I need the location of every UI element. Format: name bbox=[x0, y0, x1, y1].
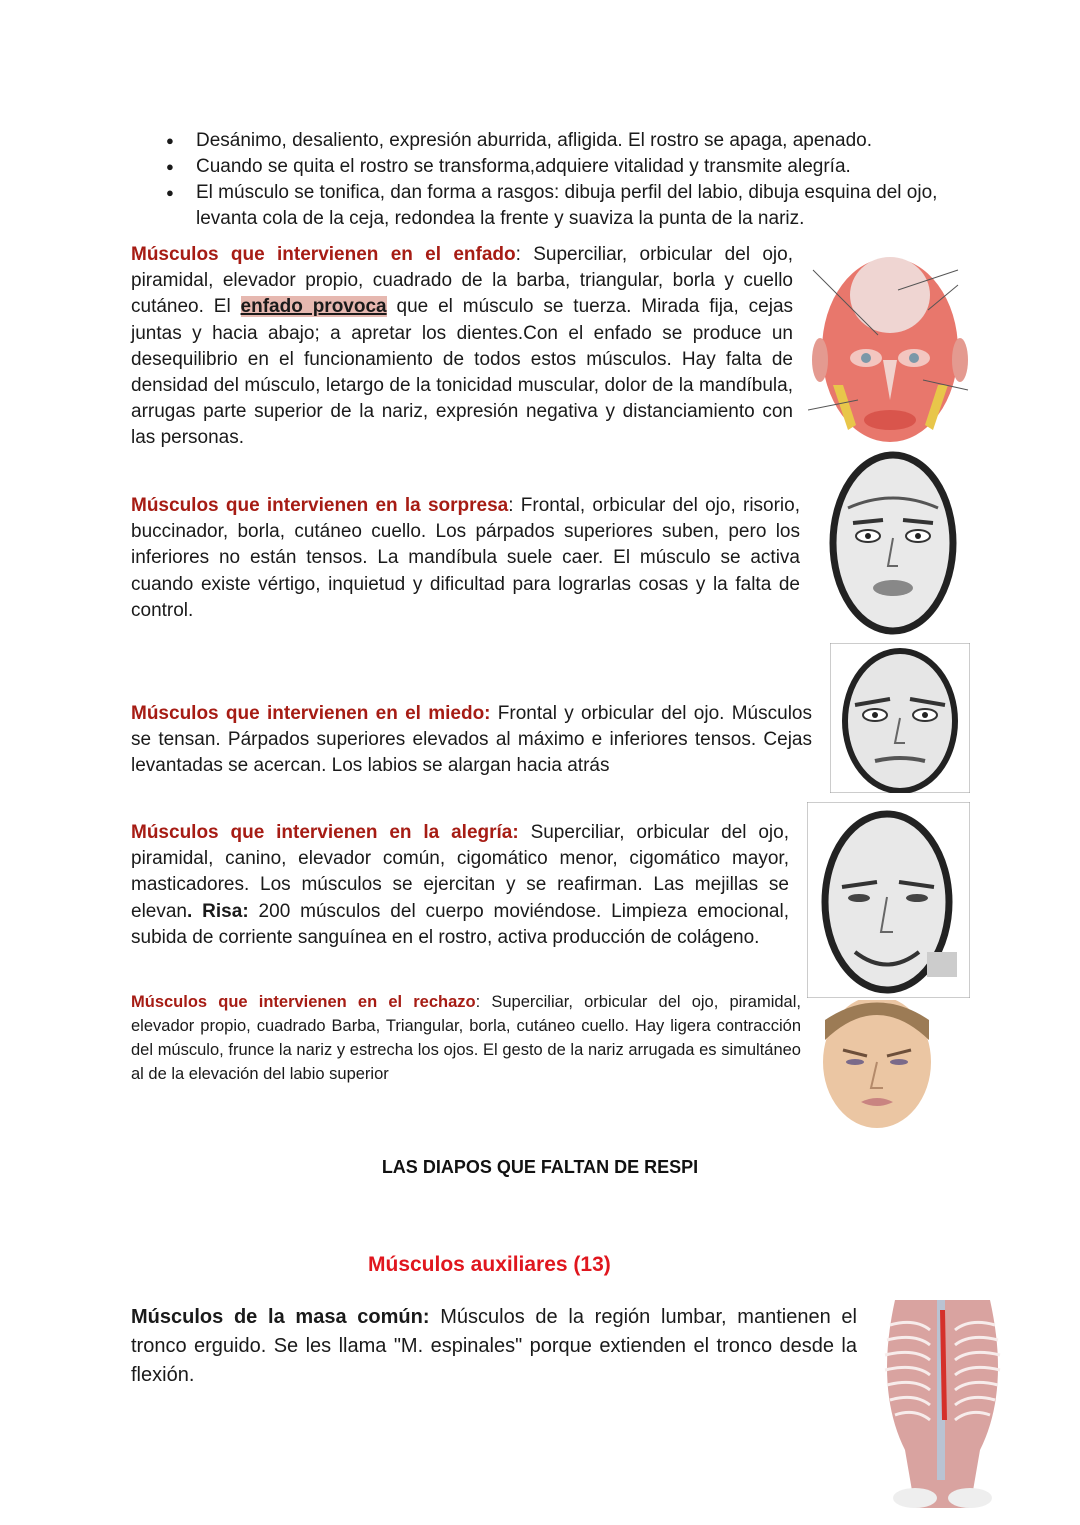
risa-label: Risa: bbox=[192, 900, 249, 922]
section-heading: Músculos que intervienen en la sorpresa bbox=[131, 495, 509, 516]
section-miedo bbox=[131, 701, 812, 780]
auxiliares-title: Músculos auxiliares (13) bbox=[368, 1253, 611, 1276]
section-text: 200 músculos del cuerpo moviéndose. Limpieza emocional, subida de corriente sanguínea en el rostro, activa producción de colágeno. bbox=[131, 900, 790, 948]
section-heading: Músculos que intervienen en el enfado bbox=[131, 244, 516, 265]
section-enfado bbox=[131, 242, 793, 452]
section-alegria bbox=[131, 820, 789, 951]
respi-title: LAS DIAPOS QUE FALTAN DE RESPI bbox=[381, 1157, 699, 1177]
bold-period: . bbox=[187, 900, 193, 922]
section-text: : Frontal, orbicular del ojo, risorio, buccinador, borla, cutáneo cuello. Los párpados superiores suben, pero los inferiores no están tensos. La mandíbula suele caer. El músculo se activa cuando existe vértigo, inquietud y dificultad para lograrlas cosas y la falta de control. bbox=[131, 495, 800, 621]
surprised-face-image bbox=[818, 448, 968, 638]
smiling-face-image bbox=[807, 802, 970, 998]
bullet-item: ● Desánimo, desaliento, expresión aburrida, afligida. El rostro se apaga, apenado. bbox=[160, 128, 960, 154]
section-text: Frontal y orbicular del ojo. Músculos se tensan. Párpados superiores elevados al máximo e inferiores tensos. Cejas levantadas se acercan. Los labios se alargan hacia atrás bbox=[131, 703, 812, 777]
section-heading: Músculos de la masa común: bbox=[131, 1306, 430, 1328]
section-heading: Músculos que intervienen en el rechazo bbox=[131, 993, 476, 1011]
bullet-list bbox=[160, 128, 960, 232]
section-heading: Músculos que intervienen en el miedo: bbox=[131, 703, 491, 724]
section-sorpresa bbox=[131, 493, 800, 624]
fearful-face-image bbox=[830, 643, 970, 793]
facial-muscles-image bbox=[808, 250, 973, 448]
bullet-item: ● Cuando se quita el rostro se transforma,adquiere vitalidad y transmite alegría. bbox=[160, 154, 960, 180]
section-text: : Superciliar, orbicular del ojo, piramidal, elevador propio, cuadrado de la barba, triangular, borla y cuello cutáneo. El bbox=[131, 244, 793, 318]
back-muscles-image bbox=[875, 1280, 1010, 1508]
section-text: : Superciliar, orbicular del ojo, piramidal, elevador propio, cuadrado Barba, Triangular, borla, cutáneo cuello. Hay ligera contracción del músculo, frunce la nariz y estrecha los ojos. El gesto de la nariz arrugada es simultáneo al de la elevación del labio superior bbox=[131, 993, 801, 1083]
section-text: que el músculo se tuerza. Mirada fija, cejas juntas y hacia abajo; a apretar los dientes.Con el enfado se produce un desequilibrio en el funcionamiento de todos estos músculos. Hay falta de densidad del músculo, letargo de la tonicidad muscular, dolor de la mandíbula, arrugas parte superior de la nariz, expresión negativa y distanciamiento con las personas. bbox=[131, 296, 794, 449]
section-text: Músculos de la región lumbar, mantienen el tronco erguido. Se les llama "M. espinales" porque extienden el tronco desde la flexión. bbox=[131, 1306, 857, 1386]
section-masa-comun bbox=[131, 1303, 857, 1390]
highlighted-text: enfado provoca bbox=[240, 296, 387, 318]
bullet-item: ● El músculo se tonifica, dan forma a rasgos: dibuja perfil del labio, dibuja esquina del ojo, levanta cola de la ceja, redondea la frente y suaviza la punta de la nariz. bbox=[160, 180, 960, 232]
section-heading: Músculos que intervienen en la alegría: bbox=[131, 822, 519, 843]
disgusted-woman-image bbox=[815, 1000, 940, 1128]
section-rechazo bbox=[131, 990, 801, 1086]
section-text: Superciliar, orbicular del ojo, piramidal, canino, elevador común, cigomático menor, cigomático mayor, masticadores. Los músculos se ejercitan y se reafirman. Las mejillas se elevan bbox=[131, 822, 790, 922]
